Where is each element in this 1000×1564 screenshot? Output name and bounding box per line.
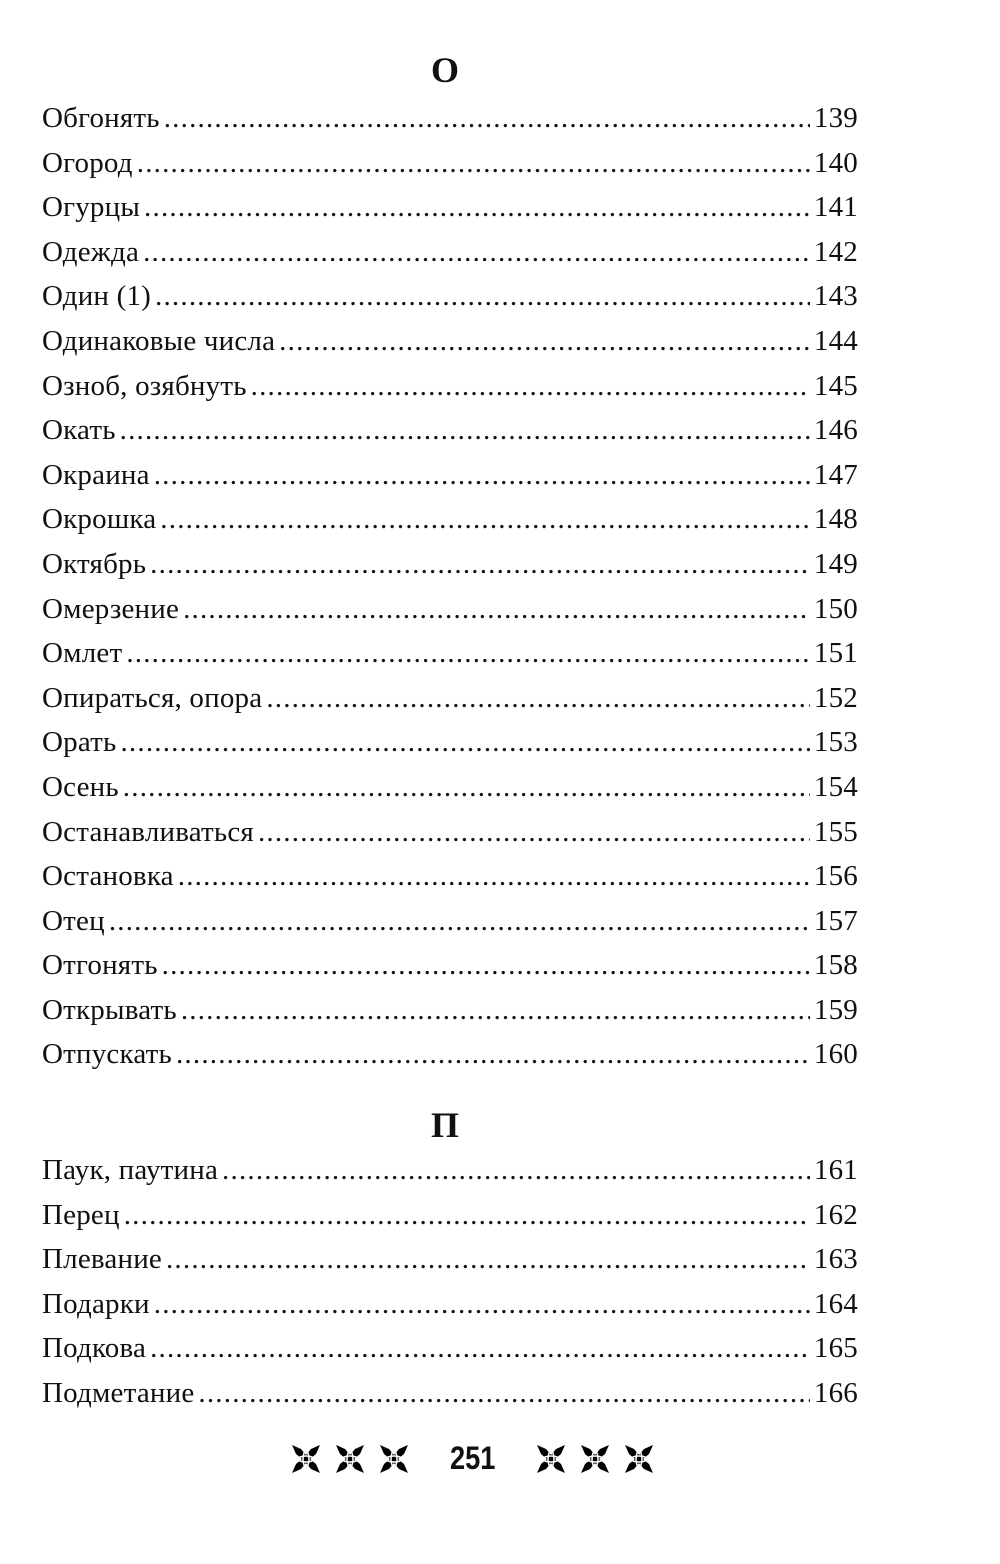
entry-page: 144 [813,324,858,357]
entry-term: Обгонять [42,102,160,134]
entry-page: 142 [813,235,858,268]
dot-leader [150,1326,810,1371]
entry-term: Плевание [42,1243,162,1276]
entry-term: Озноб, озябнуть [42,369,247,402]
entry-page: 164 [813,1287,858,1320]
dot-leader [251,364,810,409]
index-entry [42,408,858,453]
entry-term: Подкова [42,1332,147,1365]
floral-ornament-icon [380,1445,408,1473]
entry-page: 149 [813,547,858,580]
entry-page: 165 [813,1332,858,1365]
entry-page: 150 [813,592,858,625]
index-entry [42,1193,858,1238]
entry-page: 166 [813,1376,858,1409]
floral-ornament-icon [581,1445,609,1473]
index-list-o [42,96,858,1077]
entry-page: 160 [813,1038,858,1071]
dot-leader [137,141,810,186]
page-footer [292,1440,653,1477]
dot-leader [166,1237,810,1282]
dot-leader [198,1371,809,1416]
entry-page: 148 [813,503,858,536]
entry-page: 159 [813,993,858,1026]
dot-leader [155,274,810,319]
entry-term: Одинаковые числа [42,324,276,357]
dot-leader [279,319,810,364]
index-entry [42,1237,858,1282]
dot-leader [154,1282,810,1327]
entry-page: 156 [813,860,858,893]
entry-term: Подарки [42,1287,150,1320]
entry-term: Отец [42,904,105,937]
index-entry [42,631,858,676]
page-number: 251 [450,1440,496,1476]
dot-leader [150,542,810,587]
index-entry [42,943,858,988]
entry-page: 161 [813,1154,858,1186]
index-entry [42,319,858,364]
entry-term: Огород [42,146,133,179]
entry-term: Отпускать [42,1038,172,1071]
entry-term: Паук, паутина [42,1154,219,1186]
index-entry [42,988,858,1033]
dot-leader [154,453,810,498]
index-entry [42,1032,858,1077]
entry-term: Окраина [42,458,150,491]
dot-leader [183,587,810,632]
entry-term: Подметание [42,1376,195,1409]
entry-term: Остановка [42,860,174,893]
dot-leader [181,988,810,1033]
entry-term: Омлет [42,637,123,670]
index-list-p [42,1148,858,1416]
index-entry [42,587,858,632]
entry-term: Перец [42,1198,120,1231]
index-entry [42,96,858,141]
entry-term: Октябрь [42,547,147,580]
floral-ornament-icon [336,1445,364,1473]
index-entry [42,1371,858,1416]
dot-leader [258,810,810,855]
index-entry [42,899,858,944]
entry-page: 140 [813,146,858,179]
entry-term: Останавливаться [42,815,254,848]
dot-leader [126,631,810,676]
index-entry [42,1326,858,1371]
entry-term: Окать [42,414,116,447]
floral-ornament-icon [625,1445,653,1473]
dot-leader [164,96,810,141]
entry-page: 146 [813,414,858,447]
dot-leader [176,1032,810,1077]
dot-leader [144,185,810,230]
entry-page: 141 [813,191,858,224]
index-entry [42,1148,858,1193]
index-entry [42,810,858,855]
entry-term: Окрошка [42,503,157,536]
entry-page: 158 [813,949,858,982]
index-entry [42,274,858,319]
entry-page: 147 [813,458,858,491]
entry-page: 151 [813,637,858,670]
dot-leader [266,676,810,721]
entry-term: Открывать [42,993,177,1026]
index-entry [42,720,858,765]
dot-leader [123,765,810,810]
entry-page: 139 [813,102,858,134]
dot-leader [143,230,810,275]
index-entry [42,141,858,186]
index-entry [42,230,858,275]
entry-term: Осень [42,770,119,803]
entry-term: Отгонять [42,949,158,982]
index-entry [42,497,858,542]
index-entry [42,364,858,409]
index-entry [42,185,858,230]
dot-leader [109,899,810,944]
entry-term: Омерзение [42,592,180,625]
dot-leader [120,408,810,453]
entry-page: 145 [813,369,858,402]
floral-ornament-icon [292,1445,320,1473]
entry-page: 153 [813,726,858,759]
entry-page: 162 [813,1198,858,1231]
entry-page: 155 [813,815,858,848]
dot-leader [120,720,809,765]
entry-page: 143 [813,280,858,313]
entry-term: Один (1) [42,280,152,313]
entry-term: Огурцы [42,191,141,224]
index-entry [42,765,858,810]
section-heading-p: П [430,1105,459,1145]
dot-leader [162,943,810,988]
section-heading-o: О [430,50,459,90]
dot-leader [160,497,810,542]
index-entry [42,676,858,721]
entry-term: Опираться, опора [42,681,263,714]
entry-term: Орать [42,726,117,759]
index-entry [42,854,858,899]
entry-page: 157 [813,904,858,937]
index-entry [42,1282,858,1327]
dot-leader [124,1193,810,1238]
floral-ornament-icon [537,1445,565,1473]
entry-page: 152 [813,681,858,714]
index-entry [42,453,858,498]
dot-leader [222,1148,810,1193]
index-entry [42,542,858,587]
entry-page: 154 [813,770,858,803]
entry-page: 163 [813,1243,858,1276]
dot-leader [178,854,810,899]
entry-term: Одежда [42,235,140,268]
